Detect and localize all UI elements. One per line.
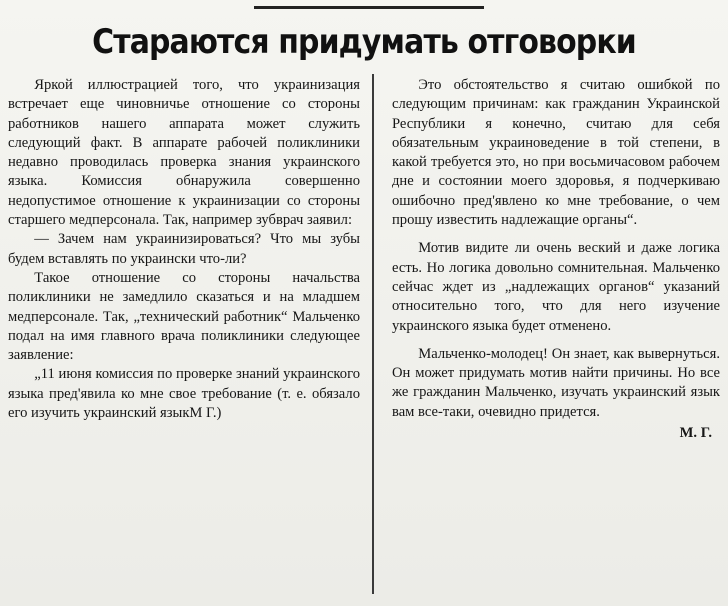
paragraph: Мальченко-молодец! Он знает, как вывернуться. Он может придумать мотив найти причины. Но все же гражданин Мальченко, изучать украинский язык вам все-таки, очевидно придется. <box>392 345 720 420</box>
column-divider <box>372 74 374 594</box>
paragraph: — Зачем нам украинизироваться? Что мы зубы будем вставлять по украински что-ли? <box>8 231 360 267</box>
paragraph: Такое отношение со стороны начальства поликлиники не замедлило сказаться и на младшем медперсонале. Так, „технический работник“ Мальченко подал на имя главного врача поликлиники следующее заявление: <box>8 269 360 364</box>
paragraph: Яркой иллюстрацией того, что украинизация встречает еще чиновничье отношение со стороны работников нашего аппарата может служить следующий факт. В аппарате рабочей поликлиники недавно проводилась проверка знания украинского языка. Комиссия обнаружила совершенно недопустимое отношение к украинизации со стороны старшего медперсонала. Так, например зубврач заявил: <box>8 77 360 229</box>
right-column <box>392 76 720 443</box>
top-rule <box>254 6 484 9</box>
paragraph: „11 июня комиссия по проверке знаний украинского языка пред'явила ко мне свое требование (т. е. обязало его изучить украинский языкМ Г.) <box>8 366 360 422</box>
paragraph: Мотив видите ли очень веский и даже логика есть. Но логика довольно сомнительная. Мальченко сейчас ждет из „надлежащих органов“ указаний относительно того, что для него изучение украинского языка будет отменено. <box>392 240 720 334</box>
article-headline: Стараются придумать отговорки <box>92 22 636 62</box>
left-column <box>8 76 360 423</box>
author-signature: М. Г. <box>679 425 712 442</box>
paragraph: Это обстоятельство я считаю ошибкой по следующим причинам: как гражданин Украинской Республики я конечно, считаю для себя обязательным украиноведение в той степени, в какой требуется это, но при восьмичасовом рабочем дне и состоянии моего здоровья, я подчеркиваю ошибочно пред'явлено ко мне требование, о чем прошу известить надлежащие органы“. <box>392 77 720 229</box>
